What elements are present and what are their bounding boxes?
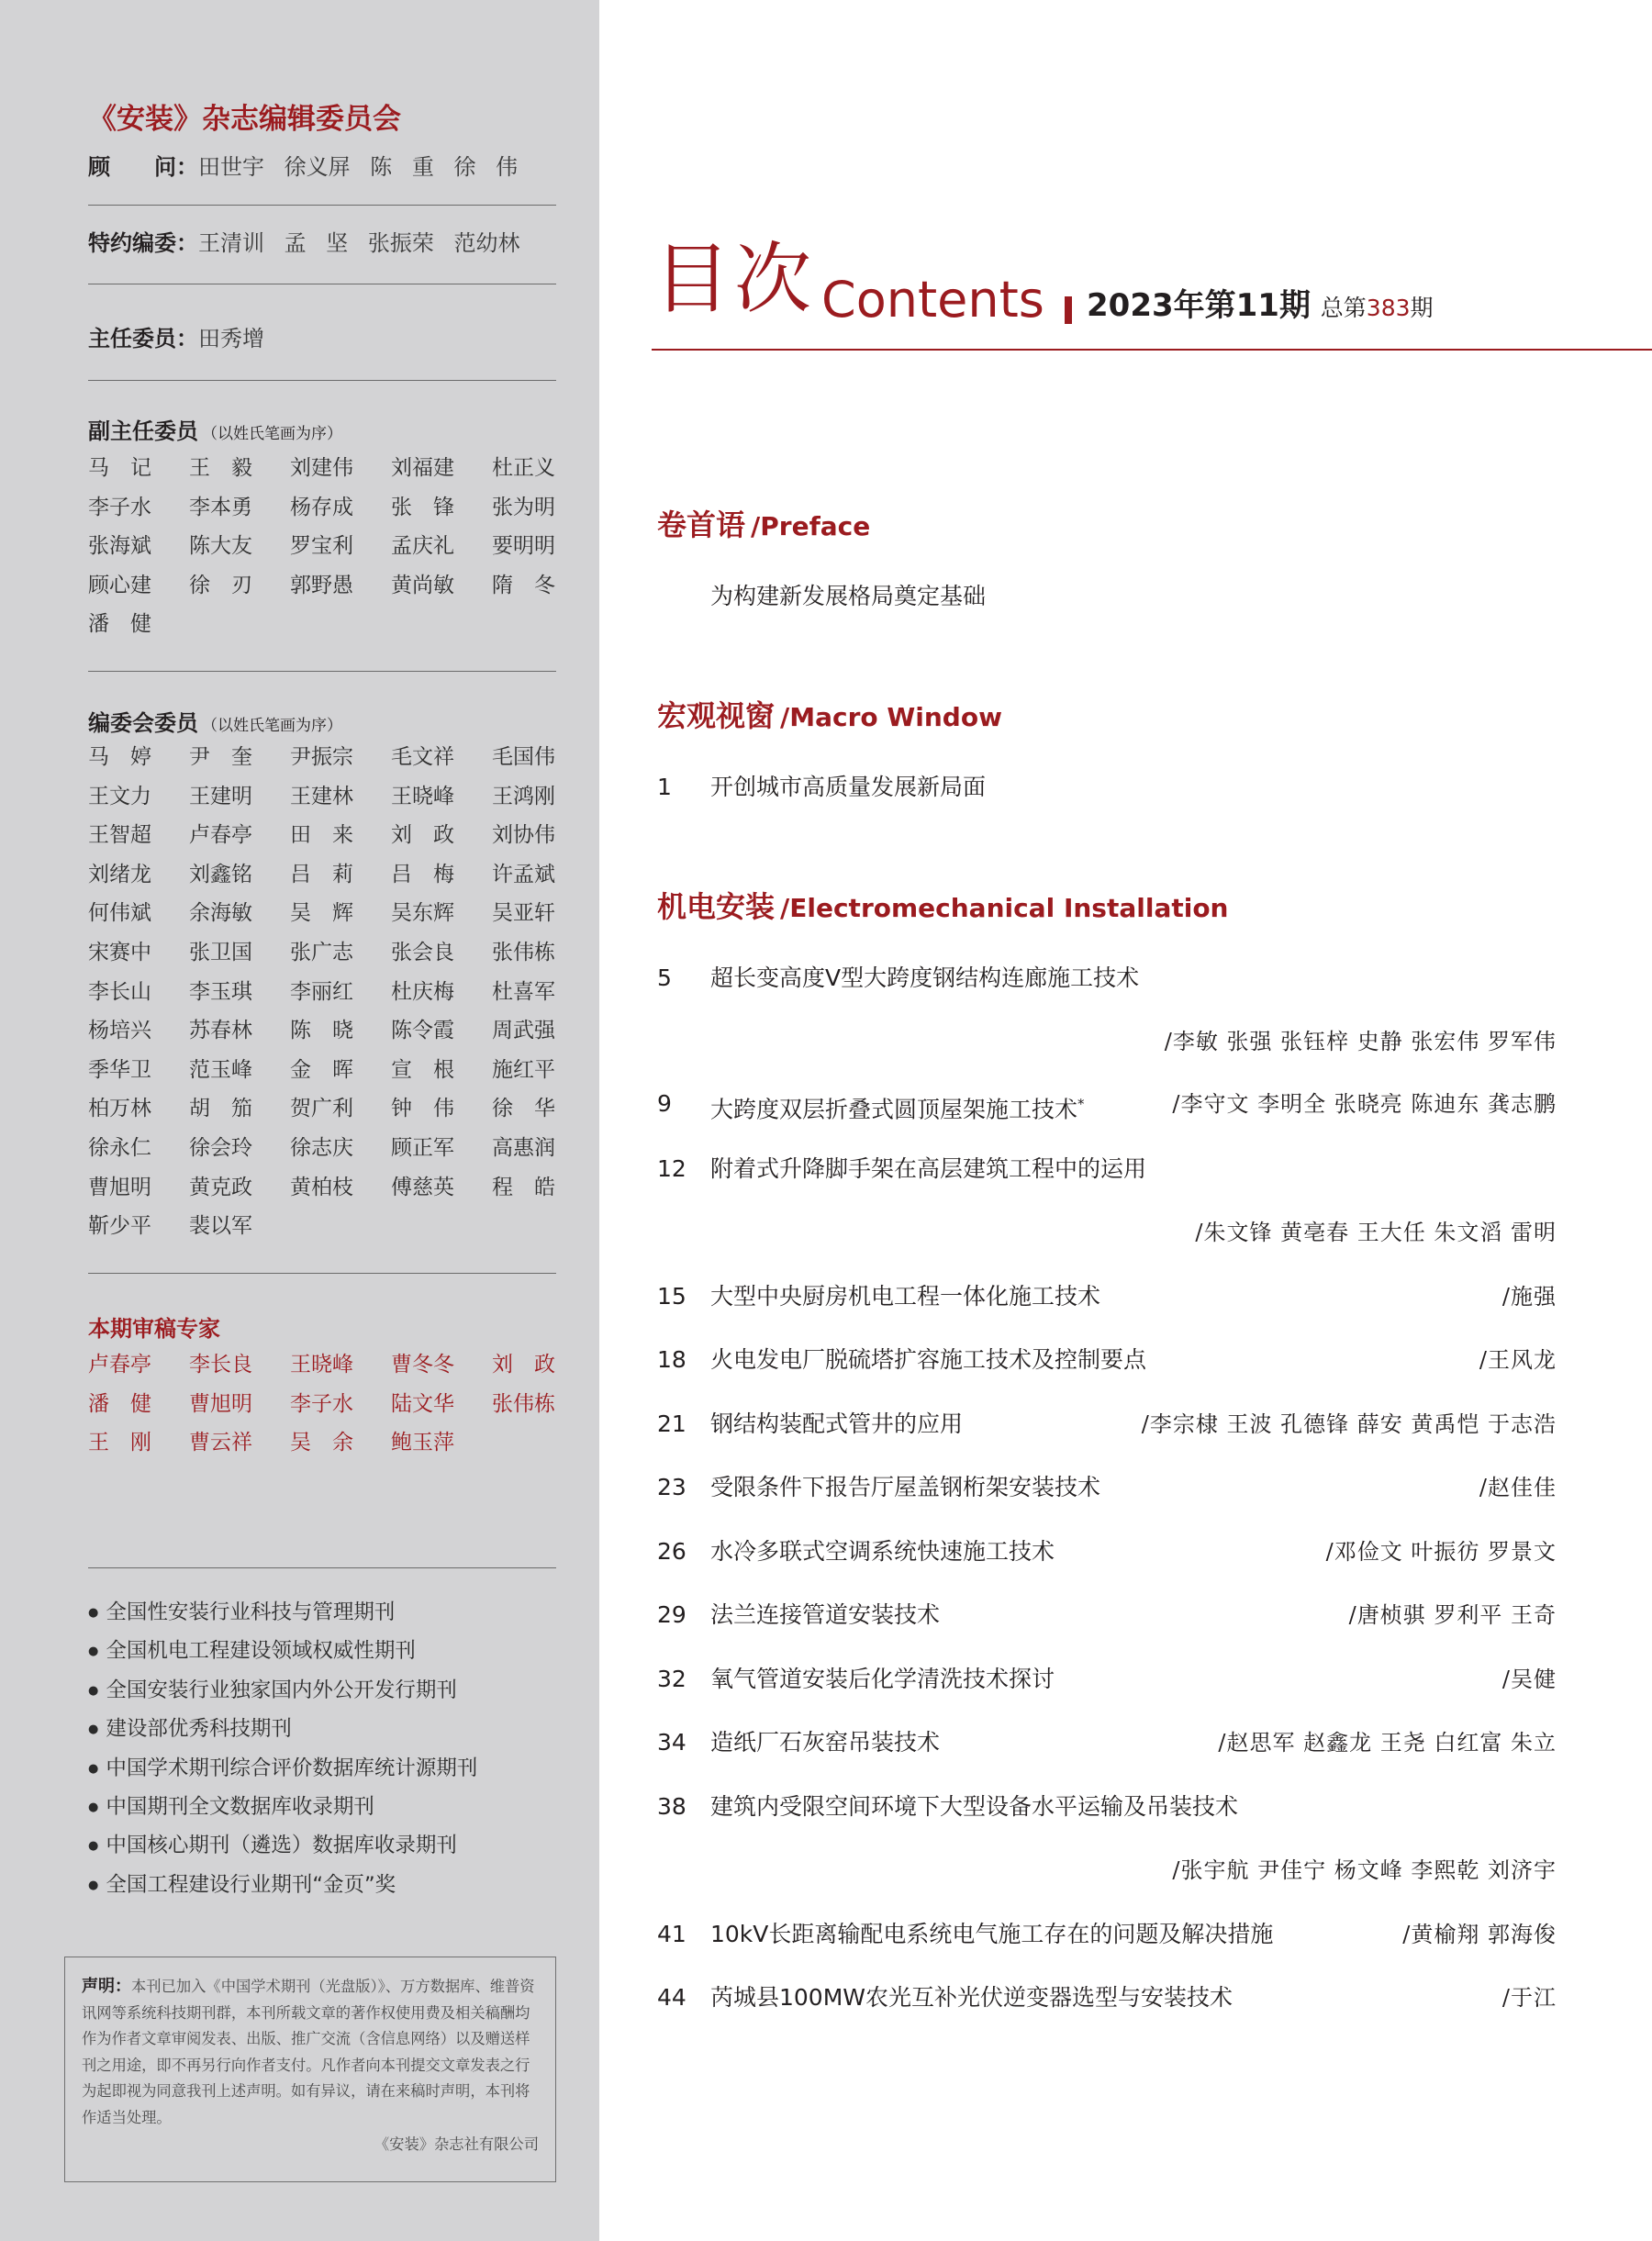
page-number: 18: [657, 1346, 686, 1373]
member-name: 马 记: [88, 456, 151, 480]
member-name: 王晓峰: [290, 1353, 353, 1377]
issue-number: 11: [1235, 287, 1279, 324]
issue-marker-bar: [1065, 296, 1072, 324]
member-name: 要明明: [492, 534, 555, 559]
honor-item: ● 全国安装行业独家国内外公开发行期刊: [88, 1671, 477, 1710]
page-number: 21: [657, 1410, 686, 1437]
member-name: 刘福建: [391, 456, 454, 480]
total-issue: [1321, 295, 1434, 321]
member-name: 靳少平: [88, 1214, 151, 1239]
honor-item: ● 中国核心期刊（遴选）数据库收录期刊: [88, 1826, 477, 1865]
toc-entry[interactable]: [657, 1214, 1557, 1251]
member-name: 刘建伟: [290, 456, 353, 480]
member-name: 王建林: [290, 784, 353, 808]
article-title-text: 建筑内受限空间环境下大型设备水平运输及吊装技术: [710, 1793, 1239, 1820]
member-name: 王智超: [88, 823, 151, 848]
divider: [88, 671, 556, 672]
member-name: 徐 刃: [189, 573, 252, 597]
member-name: 徐会玲: [189, 1135, 252, 1160]
honor-item: ● 全国工程建设行业期刊“金页”奖: [88, 1866, 477, 1904]
member-name: 王文力: [88, 784, 151, 808]
member-name: 王晓峰: [391, 784, 454, 808]
article-title-text: 造纸厂石灰窑吊装技术: [710, 1729, 941, 1756]
toc-entry[interactable]: [657, 1724, 1557, 1761]
director-label: 主任委员：: [88, 326, 198, 351]
article-title-text: 氧气管道安装后化学清洗技术探讨: [710, 1666, 1055, 1692]
page-number: 5: [657, 964, 672, 991]
honor-item: ● 中国期刊全文数据库收录期刊: [88, 1788, 477, 1826]
member-name: 吴 辉: [290, 901, 353, 926]
article-title[interactable]: [710, 1533, 1055, 1570]
article-authors: /李敏 张强 张钰梓 史静 张宏伟 罗军伟: [1164, 1029, 1557, 1054]
article-title[interactable]: [710, 1342, 1146, 1378]
toc-entry[interactable]: [657, 578, 1557, 615]
member-name: 余海敏: [189, 901, 252, 926]
total-suffix: 期: [1410, 295, 1434, 321]
toc-entry[interactable]: [657, 1086, 1557, 1122]
member-name: 曹旭明: [88, 1175, 151, 1199]
member-name: 田 来: [290, 823, 353, 848]
article-authors: /黄榆翔 郭海俊: [1402, 1922, 1557, 1947]
toc-entry[interactable]: [657, 1469, 1557, 1506]
journal-honors-list: [88, 1593, 477, 1904]
article-authors: /王风龙: [1479, 1347, 1557, 1373]
member-name: 刘绪龙: [88, 862, 151, 886]
article-title[interactable]: [710, 1151, 1146, 1187]
article-title-text: 法兰连接管道安装技术: [710, 1601, 941, 1628]
member-name: 李子水: [88, 495, 151, 519]
copyright-notice: [64, 1957, 556, 2182]
board-member-note: （以姓氏笔画为序）: [202, 717, 342, 735]
advisor-names: 田世宇 徐义屏 陈 重 徐 伟: [198, 154, 519, 180]
vice-director-heading: [88, 413, 342, 445]
page-number: 41: [657, 1921, 686, 1947]
member-name: 张伟栋: [492, 1391, 555, 1416]
member-name: 范玉峰: [189, 1057, 252, 1082]
page-number: 34: [657, 1729, 686, 1756]
article-authors: /邓俭文 叶振彷 罗景文: [1325, 1539, 1557, 1565]
toc-entry[interactable]: [657, 1661, 1557, 1698]
toc-entry[interactable]: [657, 1151, 1557, 1187]
member-name: 李本勇: [189, 495, 252, 519]
toc-entry[interactable]: [657, 1342, 1557, 1378]
member-name: 王建明: [189, 784, 252, 808]
member-name: 罗宝利: [290, 534, 353, 559]
article-title-text: 钢结构装配式管井的应用: [710, 1410, 964, 1437]
article-authors: /赵思军 赵鑫龙 王尧 白红富 朱立: [1218, 1730, 1557, 1756]
member-name: 郭野愚: [290, 573, 353, 597]
issue-info: [1087, 287, 1434, 324]
toc-entry[interactable]: [657, 769, 1557, 806]
member-name: 顾正军: [391, 1135, 454, 1160]
member-name: 隋 冬: [492, 573, 555, 597]
member-name: 李丽红: [290, 979, 353, 1004]
member-name: 刘 政: [492, 1353, 555, 1377]
member-name: 陈 晓: [290, 1019, 353, 1043]
member-name: 刘 政: [391, 823, 454, 848]
honor-item: ● 全国机电工程建设领域权威性期刊: [88, 1632, 477, 1670]
member-name: 许孟斌: [492, 862, 555, 886]
toc-entry[interactable]: [657, 1023, 1557, 1060]
member-name: 胡 笳: [189, 1097, 252, 1121]
member-name: 程 皓: [492, 1175, 555, 1199]
article-authors: /唐桢骐 罗利平 王奇: [1348, 1602, 1557, 1628]
member-name: 宋赛中: [88, 940, 151, 964]
toc-entry[interactable]: [657, 1533, 1557, 1570]
member-name: 吴 余: [290, 1431, 353, 1455]
page-number: 26: [657, 1538, 686, 1565]
article-title-text: 受限条件下报告厅屋盖钢桁架安装技术: [710, 1474, 1101, 1500]
page-number: 29: [657, 1601, 686, 1628]
article-title[interactable]: [710, 1278, 1100, 1315]
divider: [88, 380, 556, 381]
article-authors: /朱文锋 黄亳春 王大任 朱文滔 雷明: [1195, 1220, 1557, 1245]
section-macro-window: [657, 698, 1002, 733]
member-name: 陆文华: [391, 1391, 454, 1416]
article-title[interactable]: [710, 1406, 963, 1443]
article-title-text: 芮城县100MW农光互补光伏逆变器选型与安装技术: [710, 1984, 1233, 2011]
special-editor-names: 王清训 孟 坚 张振荣 范幼林: [198, 230, 520, 256]
section-zh: 卷首语: [657, 507, 746, 542]
article-title[interactable]: [710, 769, 986, 806]
divider: [88, 205, 556, 206]
member-name: 高惠润: [492, 1135, 555, 1160]
article-title[interactable]: [710, 1916, 1273, 1953]
member-name: 张为明: [492, 495, 555, 519]
editorial-board-sidebar: [0, 0, 599, 2241]
page-number: 44: [657, 1984, 686, 2011]
member-name: 张海斌: [88, 534, 151, 559]
toc-entry[interactable]: [657, 1789, 1557, 1825]
member-name: 孟庆礼: [391, 534, 454, 559]
member-name: 季华卫: [88, 1057, 151, 1082]
section-en: /Preface: [751, 511, 871, 541]
divider: [88, 1567, 556, 1568]
reviewer-list: [88, 1345, 593, 1463]
member-name: 尹 奎: [189, 745, 252, 769]
member-name: 陈令霞: [391, 1019, 454, 1043]
member-name: 李长山: [88, 979, 151, 1004]
member-name: 施红平: [492, 1057, 555, 1082]
member-name: 卢春亭: [189, 823, 252, 848]
contents-heading: Contents: [821, 271, 1044, 329]
member-name: 潘 健: [88, 612, 151, 637]
section-zh: 宏观视窗: [657, 698, 776, 733]
member-name: 毛文祥: [391, 745, 454, 769]
member-name: 王鸿刚: [492, 784, 555, 808]
member-name: 杨培兴: [88, 1019, 151, 1043]
vice-director-note: （以姓氏笔画为序）: [202, 425, 342, 443]
issue-year: 2023: [1087, 287, 1174, 324]
page-number: 23: [657, 1474, 686, 1500]
total-number: 383: [1366, 295, 1411, 321]
member-name: 黄柏枝: [290, 1175, 353, 1199]
director-row: [88, 320, 264, 352]
article-title-text: 10kV长距离输配电系统电气施工存在的问题及解决措施: [710, 1921, 1274, 1947]
article-title[interactable]: [710, 960, 1139, 997]
page-number: 9: [657, 1090, 672, 1117]
article-title-text: 为构建新发展格局奠定基础: [710, 583, 987, 609]
issue-year-suffix: 年第: [1173, 287, 1236, 324]
article-authors: /张宇航 尹佳宁 杨文峰 李熙乾 刘济宇: [1172, 1857, 1557, 1883]
member-name: 贺广利: [290, 1097, 353, 1121]
title-mark: *: [1077, 1096, 1085, 1112]
member-name: 杨存成: [290, 495, 353, 519]
member-name: 吴东辉: [391, 901, 454, 926]
article-title[interactable]: [710, 1597, 940, 1633]
section-en: /Electromechanical Installation: [780, 893, 1229, 923]
member-name: 吕 梅: [391, 862, 454, 886]
member-name: 王 刚: [88, 1431, 151, 1455]
director-names: 田秀增: [198, 326, 264, 351]
reviewer-heading: 本期审稿专家: [88, 1316, 220, 1342]
member-name: 杜庆梅: [391, 979, 454, 1004]
article-authors: /李宗棣 王波 孔德锋 薛安 黄禹恺 于志浩: [1141, 1411, 1557, 1437]
member-name: 刘鑫铭: [189, 862, 252, 886]
member-name: 吴亚轩: [492, 901, 555, 926]
member-name: 傅慈英: [391, 1175, 454, 1199]
member-name: 黄克政: [189, 1175, 252, 1199]
board-member-heading: [88, 705, 342, 737]
member-name: 尹振宗: [290, 745, 353, 769]
member-name: 王 毅: [189, 456, 252, 480]
honor-item: ● 中国学术期刊综合评价数据库统计源期刊: [88, 1749, 477, 1788]
article-authors: /赵佳佳: [1479, 1475, 1557, 1500]
member-name: 张 锋: [391, 495, 454, 519]
article-authors: /于江: [1501, 1985, 1557, 2011]
member-name: 顾心建: [88, 573, 151, 597]
article-authors: /李守文 李明全 张晓亮 陈迪东 龚志鹏: [1172, 1091, 1557, 1117]
member-name: 曹云祥: [189, 1431, 252, 1455]
article-title-text: 超长变高度V型大跨度钢结构连廊施工技术: [710, 964, 1140, 991]
member-name: 陈大友: [189, 534, 252, 559]
member-name: 张广志: [290, 940, 353, 964]
member-name: 张卫国: [189, 940, 252, 964]
member-name: 金 晖: [290, 1057, 353, 1082]
divider: [88, 1273, 556, 1274]
page-number: 38: [657, 1793, 686, 1820]
toc-entry[interactable]: [657, 1278, 1557, 1315]
member-name: 李长良: [189, 1353, 252, 1377]
advisor-label: 顾 问：: [88, 154, 198, 180]
member-name: 吕 莉: [290, 862, 353, 886]
section-preface: [657, 507, 871, 542]
special-editor-row: [88, 225, 520, 257]
member-name: 潘 健: [88, 1391, 151, 1416]
member-name: 曹冬冬: [391, 1353, 454, 1377]
advisor-row: [88, 149, 518, 181]
toc-entry[interactable]: [657, 1916, 1557, 1953]
section-en: /Macro Window: [780, 702, 1002, 732]
member-name: 卢春亭: [88, 1353, 151, 1377]
member-name: 鲍玉萍: [391, 1431, 454, 1455]
member-name: 徐永仁: [88, 1135, 151, 1160]
member-name: 张会良: [391, 940, 454, 964]
member-name: 杜喜军: [492, 979, 555, 1004]
member-name: 徐 华: [492, 1097, 555, 1121]
article-title-text: 附着式升降脚手架在高层建筑工程中的运用: [710, 1155, 1147, 1182]
member-name: 李玉琪: [189, 979, 252, 1004]
member-name: 钟 伟: [391, 1097, 454, 1121]
article-title[interactable]: [710, 1724, 940, 1761]
article-title-text: 水冷多联式空调系统快速施工技术: [710, 1538, 1055, 1565]
notice-text: 本刊已加入《中国学术期刊（光盘版）》、万方数据库、维普资讯网等系统科技期刊群，本刊所载文章的著作权使用费及相关稿酬均作为作者文章审阅发表、出版、推广交流（含信息网络）以及赠送样刊之用途，即不再另行向作者支付。凡作者向本刊提交文章发表之行为起即视为同意我刊上述声明。如有异议，请在来稿时声明，本刊将作适当处理。: [82, 1978, 535, 2126]
article-title[interactable]: [710, 1661, 1055, 1698]
member-name: 张伟栋: [492, 940, 555, 964]
section-zh: 机电安装: [657, 889, 776, 924]
vice-director-list: [88, 449, 593, 644]
article-authors: /施强: [1501, 1284, 1557, 1310]
article-title[interactable]: [710, 578, 986, 615]
honor-item: ● 全国性安装行业科技与管理期刊: [88, 1593, 477, 1632]
article-title-text: 火电发电厂脱硫塔扩容施工技术及控制要点: [710, 1346, 1147, 1373]
article-title-text: 开创城市高质量发展新局面: [710, 774, 987, 800]
honor-item: ● 建设部优秀科技期刊: [88, 1710, 477, 1748]
member-name: 黄尚敏: [391, 573, 454, 597]
page-number: 15: [657, 1283, 686, 1310]
article-title[interactable]: [710, 1789, 1238, 1825]
board-title: 《安装》杂志编辑委员会: [88, 103, 401, 136]
vice-director-title: 副主任委员: [88, 418, 198, 444]
toc-entry[interactable]: [657, 1979, 1557, 2016]
mu-ci-heading: 目次: [653, 234, 816, 324]
toc-entry[interactable]: [657, 1406, 1557, 1443]
member-name: 曹旭明: [189, 1391, 252, 1416]
toc-entry[interactable]: [657, 1597, 1557, 1633]
page-number: 12: [657, 1155, 686, 1182]
notice-label: 声明：: [82, 1977, 131, 1996]
total-prefix: 总第: [1320, 295, 1367, 321]
notice-signature: 《安装》杂志社有限公司: [374, 2135, 539, 2153]
member-name: 徐志庆: [290, 1135, 353, 1160]
member-name: 李子水: [290, 1391, 353, 1416]
member-name: 柏万林: [88, 1097, 151, 1121]
member-name: 周武强: [492, 1019, 555, 1043]
article-title-text: 大型中央厨房机电工程一体化施工技术: [710, 1283, 1101, 1310]
member-name: 马 婷: [88, 745, 151, 769]
board-member-title: 编委会委员: [88, 710, 198, 736]
article-title[interactable]: [710, 1469, 1100, 1506]
member-name: 何伟斌: [88, 901, 151, 926]
toc-entry[interactable]: [657, 960, 1557, 997]
article-title[interactable]: [710, 1086, 1085, 1128]
page-number: 1: [657, 774, 672, 800]
header-rule: [652, 349, 1652, 351]
issue-number-suffix: 期: [1278, 287, 1311, 324]
member-name: 毛国伟: [492, 745, 555, 769]
section-electromechanical: [657, 889, 1229, 924]
member-name: 裴以军: [189, 1214, 252, 1239]
page-number: 32: [657, 1666, 686, 1692]
article-title[interactable]: [710, 1979, 1233, 2016]
article-authors: /吴健: [1501, 1667, 1557, 1692]
article-title-text: 大跨度双层折叠式圆顶屋架施工技术: [710, 1096, 1078, 1123]
special-editor-label: 特约编委：: [88, 230, 198, 256]
member-name: 刘协伟: [492, 823, 555, 848]
member-name: 宣 根: [391, 1057, 454, 1082]
toc-entry[interactable]: [657, 1852, 1557, 1889]
member-name: 杜正义: [492, 456, 555, 480]
member-name: 苏春林: [189, 1019, 252, 1043]
board-member-list: [88, 738, 593, 1246]
